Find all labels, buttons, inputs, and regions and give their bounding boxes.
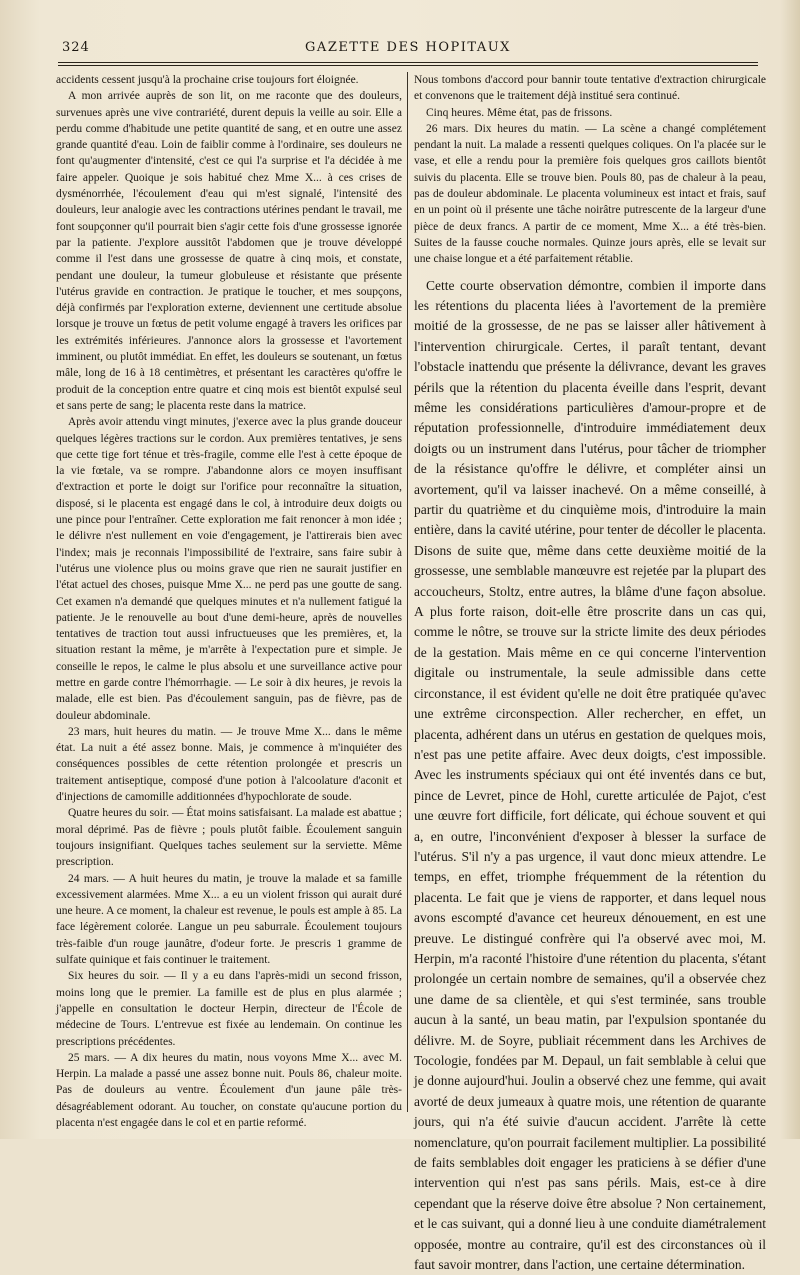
- paragraph: 24 mars. — A huit heures du matin, je trouve la malade et sa famille excessivement alarmées. Mme X... a eu un violent frisson qui aurait duré une heure. A ce moment, la chaleur est revenue, le pouls est ample à 85. La face légèrement colorée. Langue un peu saburrale. Écoulement toujours très-faible d'un rouge jaunâtre, d'odeur forte. Je prescris 1 gramme de sulfate quinique et fais continuer le traitement.: [56, 872, 402, 967]
- commentary-paragraph: Cette courte observation démontre, combien il importe dans les rétentions du placenta liées à l'avortement de la première moitié de la grossesse, de ne pas se laisser aller hâtivement à l'intervention chirurgicale. Certes, il paraît tentant, devant l'obstacle inattendu que présente la délivrance, devant les graves périls que la rétention du placenta éveille dans l'esprit, devant même les considérations particulières d'amour-propre et de réputation professionnelle, d'introduire immédiatement deux doigts ou un instrument dans l'utérus, pour tâcher de triompher de la résistance qu'offre le délivre, et compléter ainsi un avortement, qu'il va laisser inachevé. On a même conseillé, à partir du quatrième et du cinquième mois, d'introduire la main entière, dans la cavité utérine, pour tenter de décoller le placenta. Disons de suite que, même dans cette deuxième moitié de la grossesse, une semblable manœuvre est rejetée par la plupart des accoucheurs, Stoltz, entre autres, la blâme d'une façon absolue. A plus forte raison, doit-elle être proscrite dans un cas qui, comme le nôtre, se trouve sur la stricte limite des deux périodes de la gestation. Mais même en ce qui concerne l'intervention digitale ou instrumentale, la seule admissible dans cette circonstance, il est évident qu'elle ne doit être pratiquée qu'avec une extrême circonspection. Aller rechercher, en effet, un placenta, adhérent dans un utérus en gestation de quelques mois, n'est pas une petite affaire. Avec deux doigts, c'est impossible. Avec les instruments spéciaux qui ont été inventés dans ce but, pince de Levret, pince de Hohl, curette articulée de Pajot, c'est une œuvre fort difficile, fort délicate, qui échoue souvent et qui a, en outre, l'inconvénient d'exposer à blesser la surface de l'utérus. S'il n'y a pas urgence, il vaut donc mieux attendre. Le temps, en effet, triomphe fréquemment de la rétention du placenta. Le fait que je viens de rapporter, et dans lequel nous avons escompté d'avance cet heureux dénouement, en est une preuve. Le distingué confrère qui l'a observé avec moi, M. Herpin, m'a raconté l'histoire d'une rétention du placenta, s'étant prolongée un certain nombre de semaines, qu'il a observée chez une dame de sa clientèle, et qui s'est terminée, sans trouble aucun à la santé, un beau matin, par l'expulsion spontanée du délivre. M. de Soyre, publiait récemment dans les Archives de Tocologie, fondées par M. Depaul, un fait semblable à celui que je donne aujourd'hui. Joulin a observé chez une femme, qui avait avorté de deux jumeaux à quatre mois, une rétention de quarante jours, qui n'a été suivie d'aucun accident. J'arrête là cette nomenclature, qu'on pourrait facilement multiplier. La possibilité de faits semblables doit engager les praticiens à se défier d'une intervention qui n'est pas sans périls. Mais, est-ce à dire cependant que la réserve doive être absolue ? Non certainement, et le cas suivant, qui a donné lieu à une conduite diamétralement opposée, montre au contraire, qu'il est des circonstances où il faut savoir montrer, dans l'action, une certaine détermination.: [414, 277, 766, 1273]
- page-number: 324: [62, 40, 90, 55]
- header-rule-top: [58, 62, 758, 63]
- paragraph: Six heures du soir. — Il y a eu dans l'après-midi un second frisson, moins long que le premier. La famille est de plus en plus alarmée ; j'appelle en consultation le docteur Herpin, directeur de l'École de médecine de Tours. L'entrevue est fixée au lendemain. On continue les prescriptions précédentes.: [56, 970, 402, 1048]
- header-rule-bottom: [58, 65, 758, 66]
- paragraph: Après avoir attendu vingt minutes, j'exerce avec la plus grande douceur quelques légères tractions sur le cordon. Aux premières tentatives, je sens que cette tige fort ténue et très-fragile, comme elle l'est à cette époque de la vie fœtale, va se rompre. J'abandonne alors ce moyen insuffisant d'extraction et porte le doigt sur l'orifice pour reconnaître la situation, disposé, si le placenta est engagé dans le col, à introduire deux doigts ou une pince pour l'entraîner. Cette exploration me fait renoncer à mon idée ; le délivre n'est nullement en voie d'engagement, je l'attirerais bien avec l'index; mais je reconnais l'impossibilité de l'extraire, sans faire subir à l'utérus une violence plus ou moins grave que rien ne saurait justifier en l'état actuel des choses, puisque Mme X... ne perd pas une goutte de sang. Cet examen n'a demandé que quelques minutes et n'a nullement fatigué la patiente. Je le renouvelle au bout d'une demi-heure, après de nouvelles tentatives de traction tout aussi infructueuses que les premières, et, la situation restant la même, je m'arrête à l'expectation pure et simple. Je conseille le repos, le calme le plus absolu et une surveillance active pour mettre en garde contre l'hémorrhagie. — Le soir à dix heures, je revois la malade, elle est bien. Pas d'écoulement sanguin, pas de fièvre, pas de douleur abdominale.: [56, 416, 402, 722]
- paragraph: 23 mars, huit heures du matin. — Je trouve Mme X... dans le même état. La nuit a été assez bonne. Mais, je commence à m'inquiéter des conséquences possibles de cette rétention prolongée et prescris un traitement antiseptique, composé d'une potion à l'alcoolature d'aconit et d'injections de camomille additionnées d'hypochlorate de soude.: [56, 725, 402, 804]
- right-column: [414, 72, 766, 1273]
- page-header: [58, 36, 758, 58]
- paragraph: A mon arrivée auprès de son lit, on me raconte que des douleurs, survenues après une vive contrariété, durent depuis la veille au soir. Elle a perdu comme d'habitude une petite quantité de sang, et en outre une assez grande quantité d'eau. Loin de faiblir comme à l'ordinaire, ses douleurs ne font qu'augmenter d'intensité, c'est ce qui l'a surprise et l'a décidée à me faire appeler. Quoique je sois habitué chez Mme X... à ces crises de dysménorrhée, l'écoulement d'eau qui m'est signalé, l'intensité des douleurs, leur analogie avec les contractions utérines pendant le travail, me font soupçonner qu'il pourrait bien s'agir cette fois d'une grossesse ignorée par la patiente. J'explore aussitôt l'abdomen que je trouve développé comme il l'est dans une grossesse de quatre à cinq mois, et constate, pendant une douleur, la tumeur globuleuse et résistante que présente l'utérus gravide en contraction. Je pratique le toucher, et mes soupçons, déjà confirmés par l'exploration externe, deviennent une certitude absolue lorsque je trouve un fœtus de petit volume engagé à travers les orifices par les extrémités inférieures. J'annonce alors la grossesse et l'avortement imminent, ou plutôt immédiat. En effet, les douleurs se soutenant, un fœtus mâle, long de 16 à 18 centimètres, et présentant les caractères qu'offre le produit de la conception entre quatre et cinq mois est bientôt expulsé seul et sans perte de sang; le placenta reste dans la matrice.: [56, 90, 402, 412]
- paragraph: Cinq heures. Même état, pas de frissons.: [426, 106, 613, 119]
- paragraph: 25 mars. — A dix heures du matin, nous voyons Mme X... avec M. Herpin. La malade a passé une assez bonne nuit. Pouls 86, chaleur moite. Pas de douleurs au ventre. Écoulement d'un jaune pâle très-désagréablement odorant. Au toucher, on constate qu'aucune portion du placenta n'est engagée dans le col et en partie reformé.: [56, 1051, 402, 1129]
- paragraph: 26 mars. Dix heures du matin. — La scène a changé complétement pendant la nuit. La malade a ressenti quelques coliques. On l'a placée sur le vase, et elle a rendu pour la première fois quelques gros caillots bientôt suivis du placenta. Elle se trouve bien. Pouls 80, pas de chaleur à la peau, pas de douleur abdominale. Le placenta volumineux est intact et frais, sauf en un point où il présente une tâche noirâtre putrescente de la largeur d'une pièce de deux francs. A partir de ce moment, Mme X... a été très-bien. Suites de la fausse couche normales. Quinze jours après, elle se levait sur une chaise longue et a été parfaitement rétablie.: [414, 122, 766, 266]
- paragraph: Quatre heures du soir. — État moins satisfaisant. La malade est abattue ; moral déprimé. Pas de fièvre ; pouls plutôt faible. Écoulement sanguin toujours insignifiant. Quelques taches seulement sur la serviette. Même prescription.: [56, 807, 402, 869]
- paragraph: Nous tombons d'accord pour bannir toute tentative d'extraction chirurgicale et convenons que le traitement déjà institué sera continué.: [414, 74, 766, 103]
- paragraph: accidents cessent jusqu'à la prochaine crise toujours fort éloignée.: [56, 74, 359, 86]
- journal-title: GAZETTE DES HOPITAUX: [305, 40, 511, 55]
- left-column: [56, 72, 402, 1129]
- column-divider: [407, 72, 408, 1112]
